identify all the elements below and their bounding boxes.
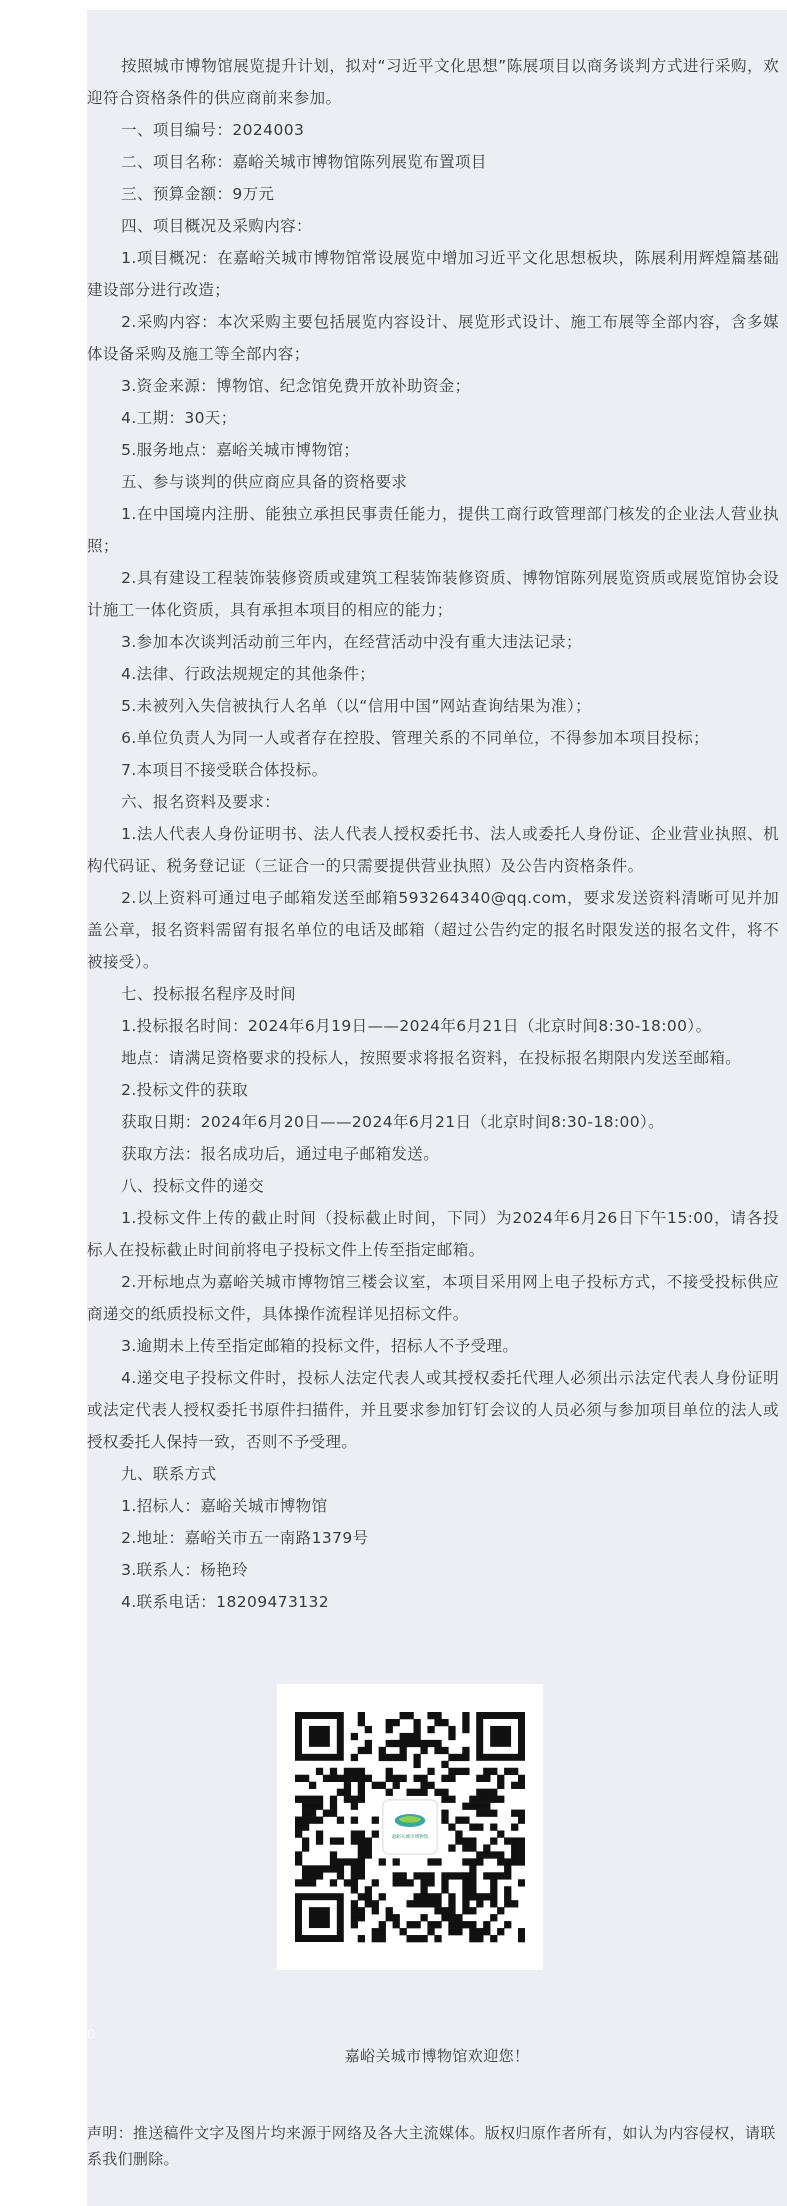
content-paragraph: 地点：请满足资格要求的投标人，按照要求将报名资料，在投标报名期限内发送至邮箱。 xyxy=(121,1049,742,1067)
content-paragraph: 1.投标报名时间：2024年6月19日——2024年6月21日（北京时间8:30-18:00）。 xyxy=(121,1017,712,1035)
content-paragraph: 3.逾期未上传至指定邮箱的投标文件，招标人不予受理。 xyxy=(121,1337,519,1355)
content-paragraph: 6.单位负责人为同一人或者存在控股、管理关系的不同单位，不得参加本项目投标； xyxy=(121,729,710,747)
content-paragraph: 4.联系电话：18209473132 xyxy=(121,1593,330,1611)
content-paragraph: 获取方法：报名成功后，通过电子邮箱发送。 xyxy=(121,1145,440,1163)
content-paragraph: 获取日期：2024年6月20日——2024年6月21日（北京时间8:30-18:00）。 xyxy=(121,1113,665,1131)
content-paragraph: 1.投标文件上传的截止时间（投标截止时间，下同）为2024年6月26日下午15:00，请各投标人在投标截止时间前将电子投标文件上传至指定邮箱。 xyxy=(87,1209,779,1259)
content-paragraph: 三、预算金额：9万元 xyxy=(121,185,275,203)
content-paragraph: 5.服务地点：嘉峪关城市博物馆； xyxy=(121,441,360,459)
content-paragraph: 七、投标报名程序及时间 xyxy=(121,985,296,1003)
content-paragraph: 2.地址：嘉峪关市五一南路1379号 xyxy=(121,1529,369,1547)
content-paragraph: 1.招标人：嘉峪关城市博物馆 xyxy=(121,1497,328,1515)
content-paragraph: 1.在中国境内注册、能独立承担民事责任能力，提供工商行政管理部门核发的企业法人营业执照； xyxy=(87,505,779,555)
content-paragraph: 五、参与谈判的供应商应具备的资格要求 xyxy=(121,473,408,491)
content-paragraph: 2.采购内容：本次采购主要包括展览内容设计、展览形式设计、施工布展等全部内容，含多媒体设备采购及施工等全部内容； xyxy=(87,313,779,363)
content-paragraph: 1.项目概况：在嘉峪关城市博物馆常设展览中增加习近平文化思想板块，陈展利用辉煌篇基础建设部分进行改造； xyxy=(87,249,779,299)
content-paragraph: 八、投标文件的递交 xyxy=(121,1177,265,1195)
article-panel xyxy=(87,10,787,2206)
content-paragraph: 2.具有建设工程装饰装修资质或建筑工程装饰装修资质、博物馆陈列展览资质或展览馆协会设计施工一体化资质，具有承担本项目的相应的能力； xyxy=(87,569,779,619)
content-paragraph: 2.投标文件的获取 xyxy=(121,1081,248,1099)
content-paragraph: 4.工期：30天； xyxy=(121,409,237,427)
qr-code-image xyxy=(295,1702,525,1952)
content-paragraph: 3.联系人：杨艳玲 xyxy=(121,1561,248,1579)
qr-logo-text: 嘉峪关城市博物馆 xyxy=(391,1834,429,1840)
content-paragraph: 7.本项目不接受联合体投标。 xyxy=(121,761,328,779)
content-paragraph: 3.参加本次谈判活动前三年内，在经营活动中没有重大违法记录； xyxy=(121,633,582,651)
intro-paragraph: 按照城市博物馆展览提升计划，拟对“习近平文化思想”陈展项目以商务谈判方式进行采购，欢迎符合资格条件的供应商前来参加。 xyxy=(87,57,779,107)
content-paragraph: 一、项目编号：2024003 xyxy=(121,121,305,139)
content-paragraph: 2.开标地点为嘉峪关城市博物馆三楼会议室，本项目采用网上电子投标方式，不接受投标供应商递交的纸质投标文件，具体操作流程详见招标文件。 xyxy=(87,1273,779,1323)
welcome-text: 嘉峪关城市博物馆欢迎您！ xyxy=(344,2047,530,2065)
content-paragraph: 六、报名资料及要求： xyxy=(121,793,281,811)
content-paragraph: 1.法人代表人身份证明书、法人代表人授权委托书、法人或委托人身份证、企业营业执照、机构代码证、税务登记证（三证合一的只需要提供营业执照）及公告内资格条件。 xyxy=(87,825,779,875)
article-body xyxy=(87,50,787,1618)
content-paragraph: 4.法律、行政法规规定的其他条件； xyxy=(121,665,376,683)
content-paragraph: 4.递交电子投标文件时，投标人法定代表人或其授权委托代理人必须出示法定代表人身份证明或法定代表人授权委托书原件扫描件，并且要求参加钉钉会议的人员必须与参加项目单位的法人或授权委托人保持一致，否则不予受理。 xyxy=(87,1369,779,1451)
content-paragraph: 四、项目概况及采购内容： xyxy=(121,217,312,235)
content-paragraph: 5.未被列入失信被执行人名单（以“信用中国”网站查询结果为准）； xyxy=(121,697,591,715)
content-paragraph: 二、项目名称：嘉峪关城市博物馆陈列展览布置项目 xyxy=(121,153,487,171)
content-paragraph: 3.资金来源：博物馆、纪念馆免费开放补助资金； xyxy=(121,377,471,395)
faint-mark: 0 xyxy=(87,2028,96,2043)
content-paragraph: 2.以上资料可通过电子邮箱发送至邮箱593264340@qq.com，要求发送资料清晰可见并加盖公章，报名资料需留有报名单位的电话及邮箱（超过公告约定的报名时限发送的报名文件，将不被接受）。 xyxy=(87,889,779,971)
content-paragraph: 九、联系方式 xyxy=(121,1465,217,1483)
disclaimer-text: 声明：推送稿件文字及图片均来源于网络及各大主流媒体。版权归原作者所有，如认为内容侵权，请联系我们删除。 xyxy=(87,2124,776,2168)
qr-code[interactable] xyxy=(277,1684,543,1970)
